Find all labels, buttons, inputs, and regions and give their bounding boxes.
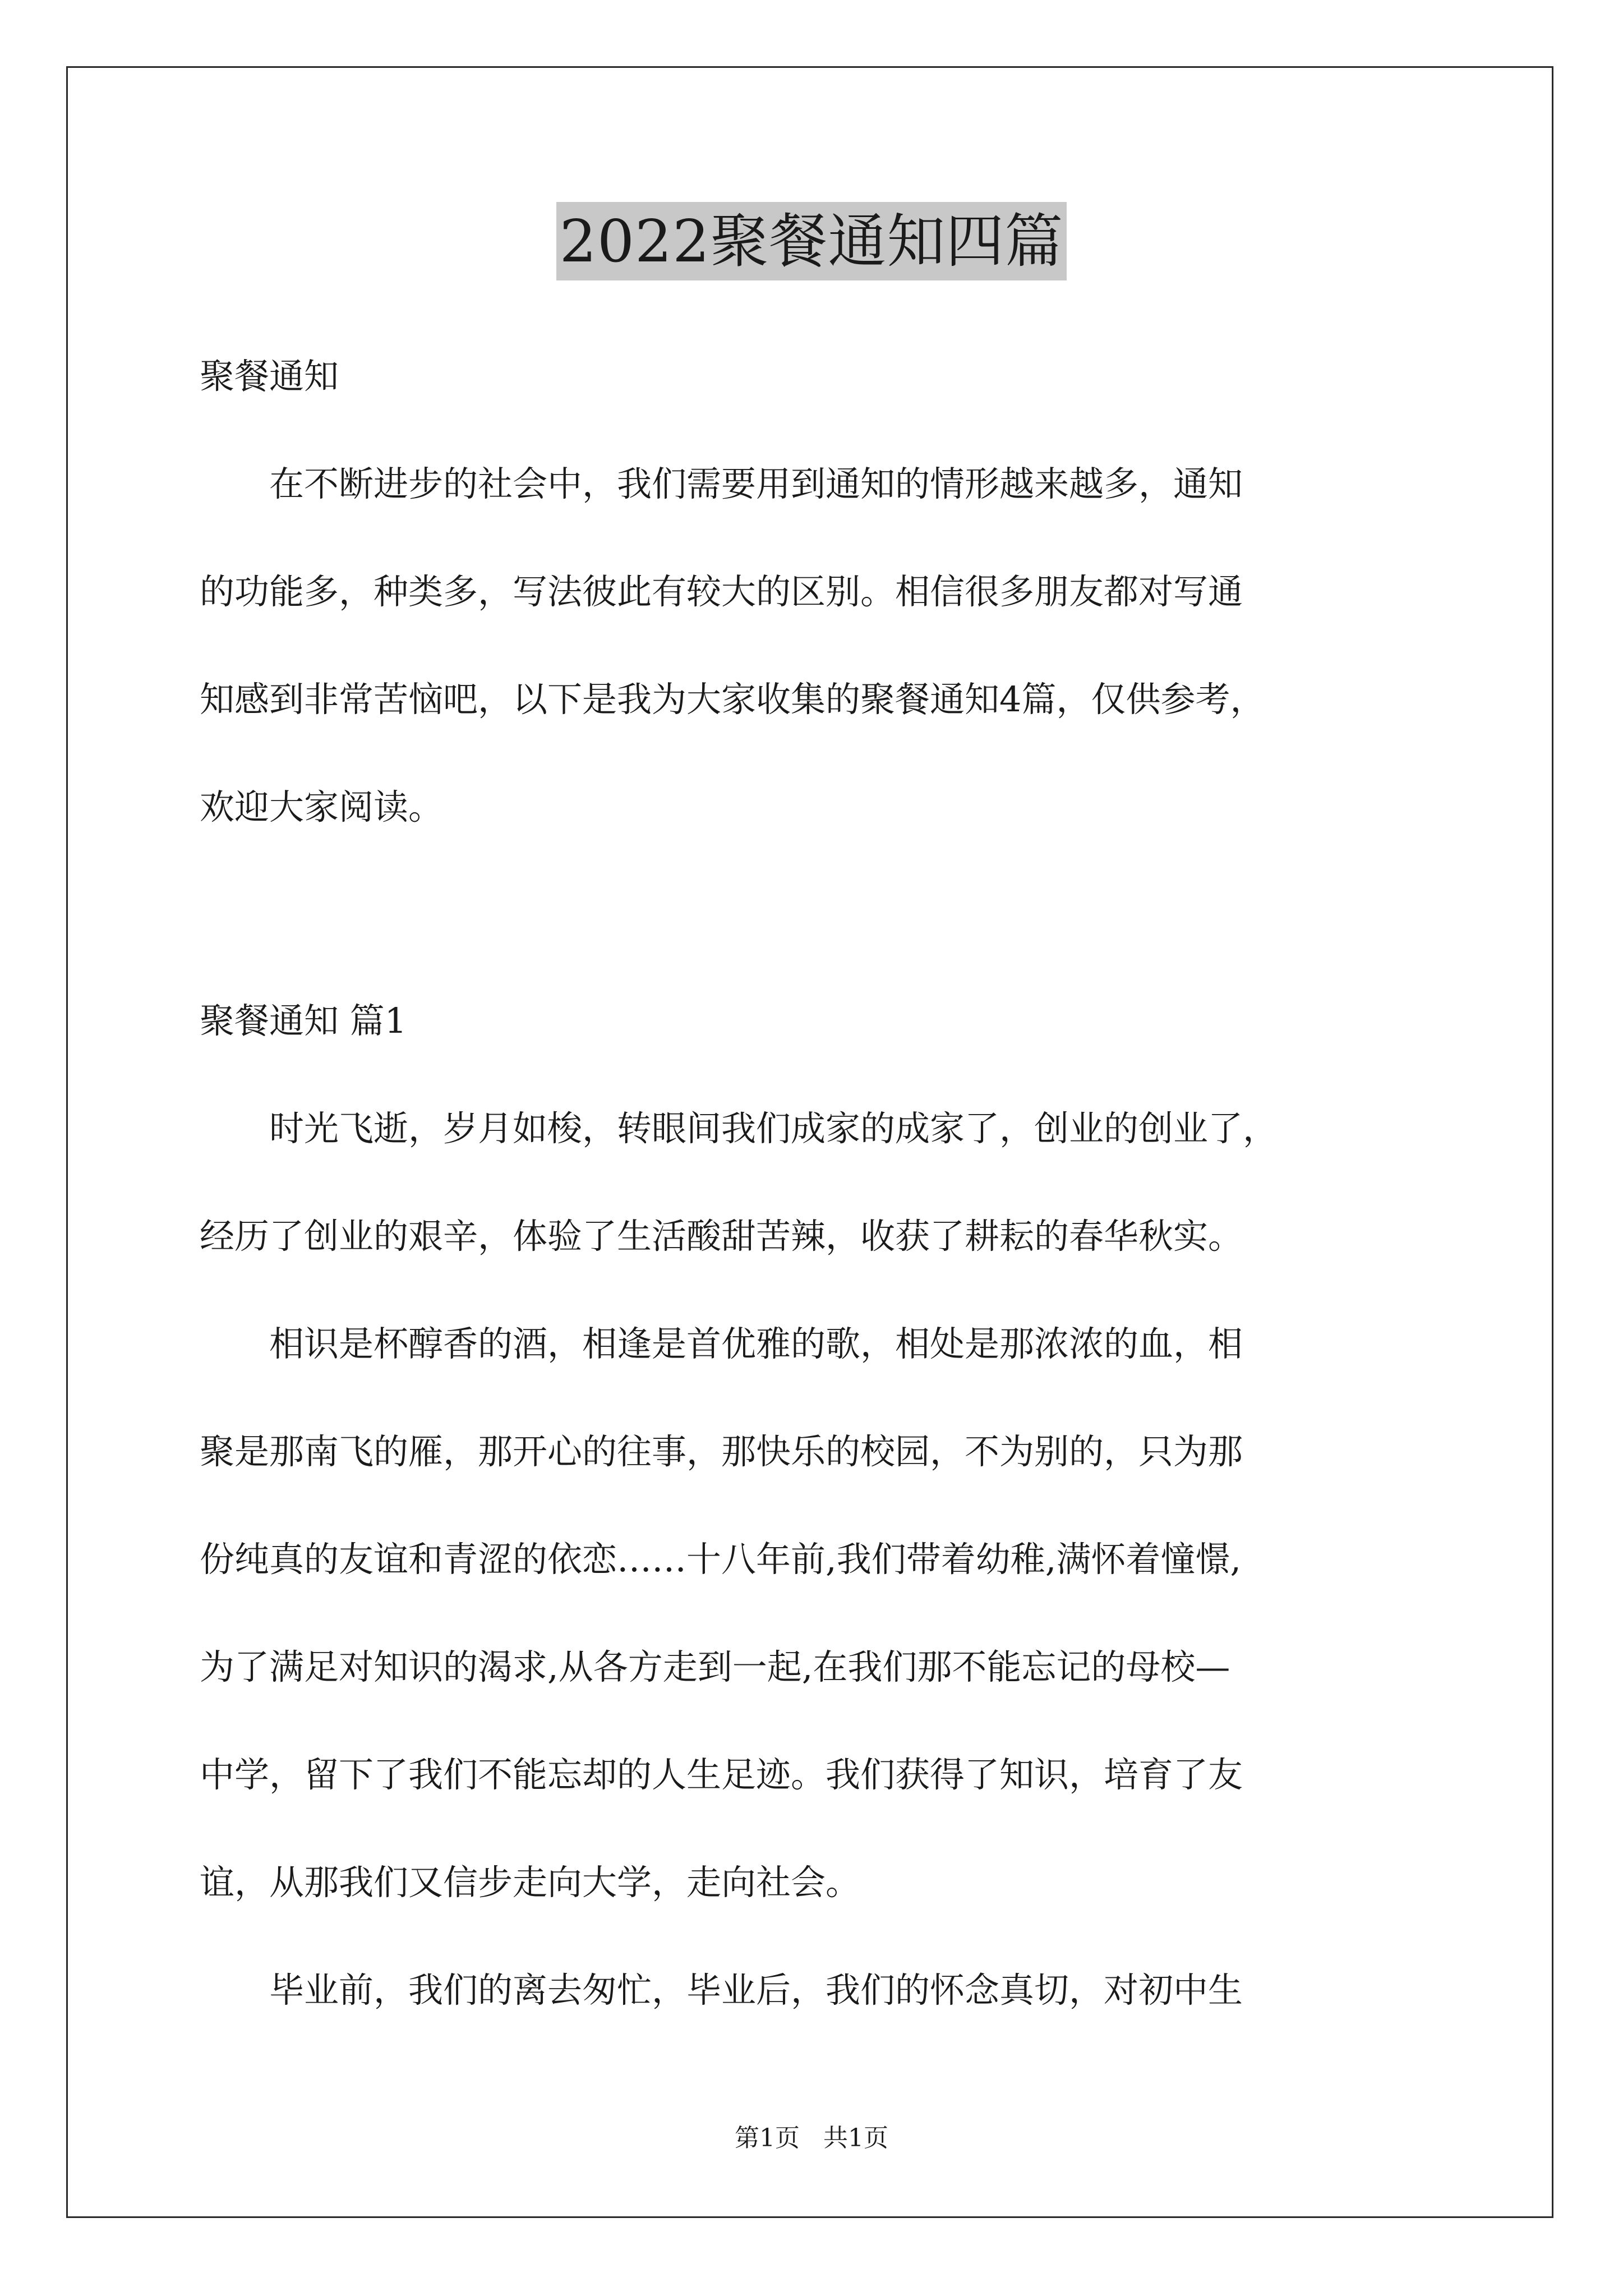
- paragraph-line: 为了满足对知识的渴求,从各方走到一起,在我们那不能忘记的母校—: [200, 1646, 1230, 1687]
- section-heading-part1: 聚餐通知 篇1: [200, 1000, 407, 1041]
- document-title-block: [0, 202, 1623, 280]
- paragraph-line: 相识是杯醇香的酒，相逢是首优雅的歌，相处是那浓浓的血，相: [200, 1323, 1243, 1364]
- paragraph-line: 份纯真的友谊和青涩的依恋……十八年前,我们带着幼稚,满怀着憧憬,: [200, 1539, 1242, 1580]
- paragraph-line: 的功能多，种类多，写法彼此有较大的区别。相信很多朋友都对写通: [200, 571, 1243, 612]
- paragraph-line: 中学，留下了我们不能忘却的人生足迹。我们获得了知识，培育了友: [200, 1754, 1243, 1795]
- document-title: 2022聚餐通知四篇: [556, 202, 1067, 280]
- section-heading-notice: 聚餐通知: [200, 356, 339, 397]
- paragraph-line: 知感到非常苦恼吧，以下是我为大家收集的聚餐通知4篇，仅供参考，: [200, 679, 1265, 720]
- paragraph-line: 毕业前，我们的离去匆忙，毕业后，我们的怀念真切，对初中生: [200, 1970, 1243, 2010]
- paragraph-line: 谊，从那我们又信步走向大学，走向社会。: [200, 1862, 861, 1903]
- paragraph-line: 聚是那南飞的雁，那开心的往事，那快乐的校园，不为别的，只为那: [200, 1431, 1243, 1472]
- paragraph-line: 经历了创业的艰辛，体验了生活酸甜苦辣，收获了耕耘的春华秋实。: [200, 1216, 1243, 1257]
- paragraph-line: 时光飞逝，岁月如梭，转眼间我们成家的成家了，创业的创业了，: [200, 1108, 1278, 1149]
- paragraph-line: 在不断进步的社会中，我们需要用到通知的情形越来越多，通知: [200, 463, 1243, 504]
- page-footer: 第1页 共1页: [735, 2124, 888, 2152]
- paragraph-line: 欢迎大家阅读。: [200, 786, 444, 827]
